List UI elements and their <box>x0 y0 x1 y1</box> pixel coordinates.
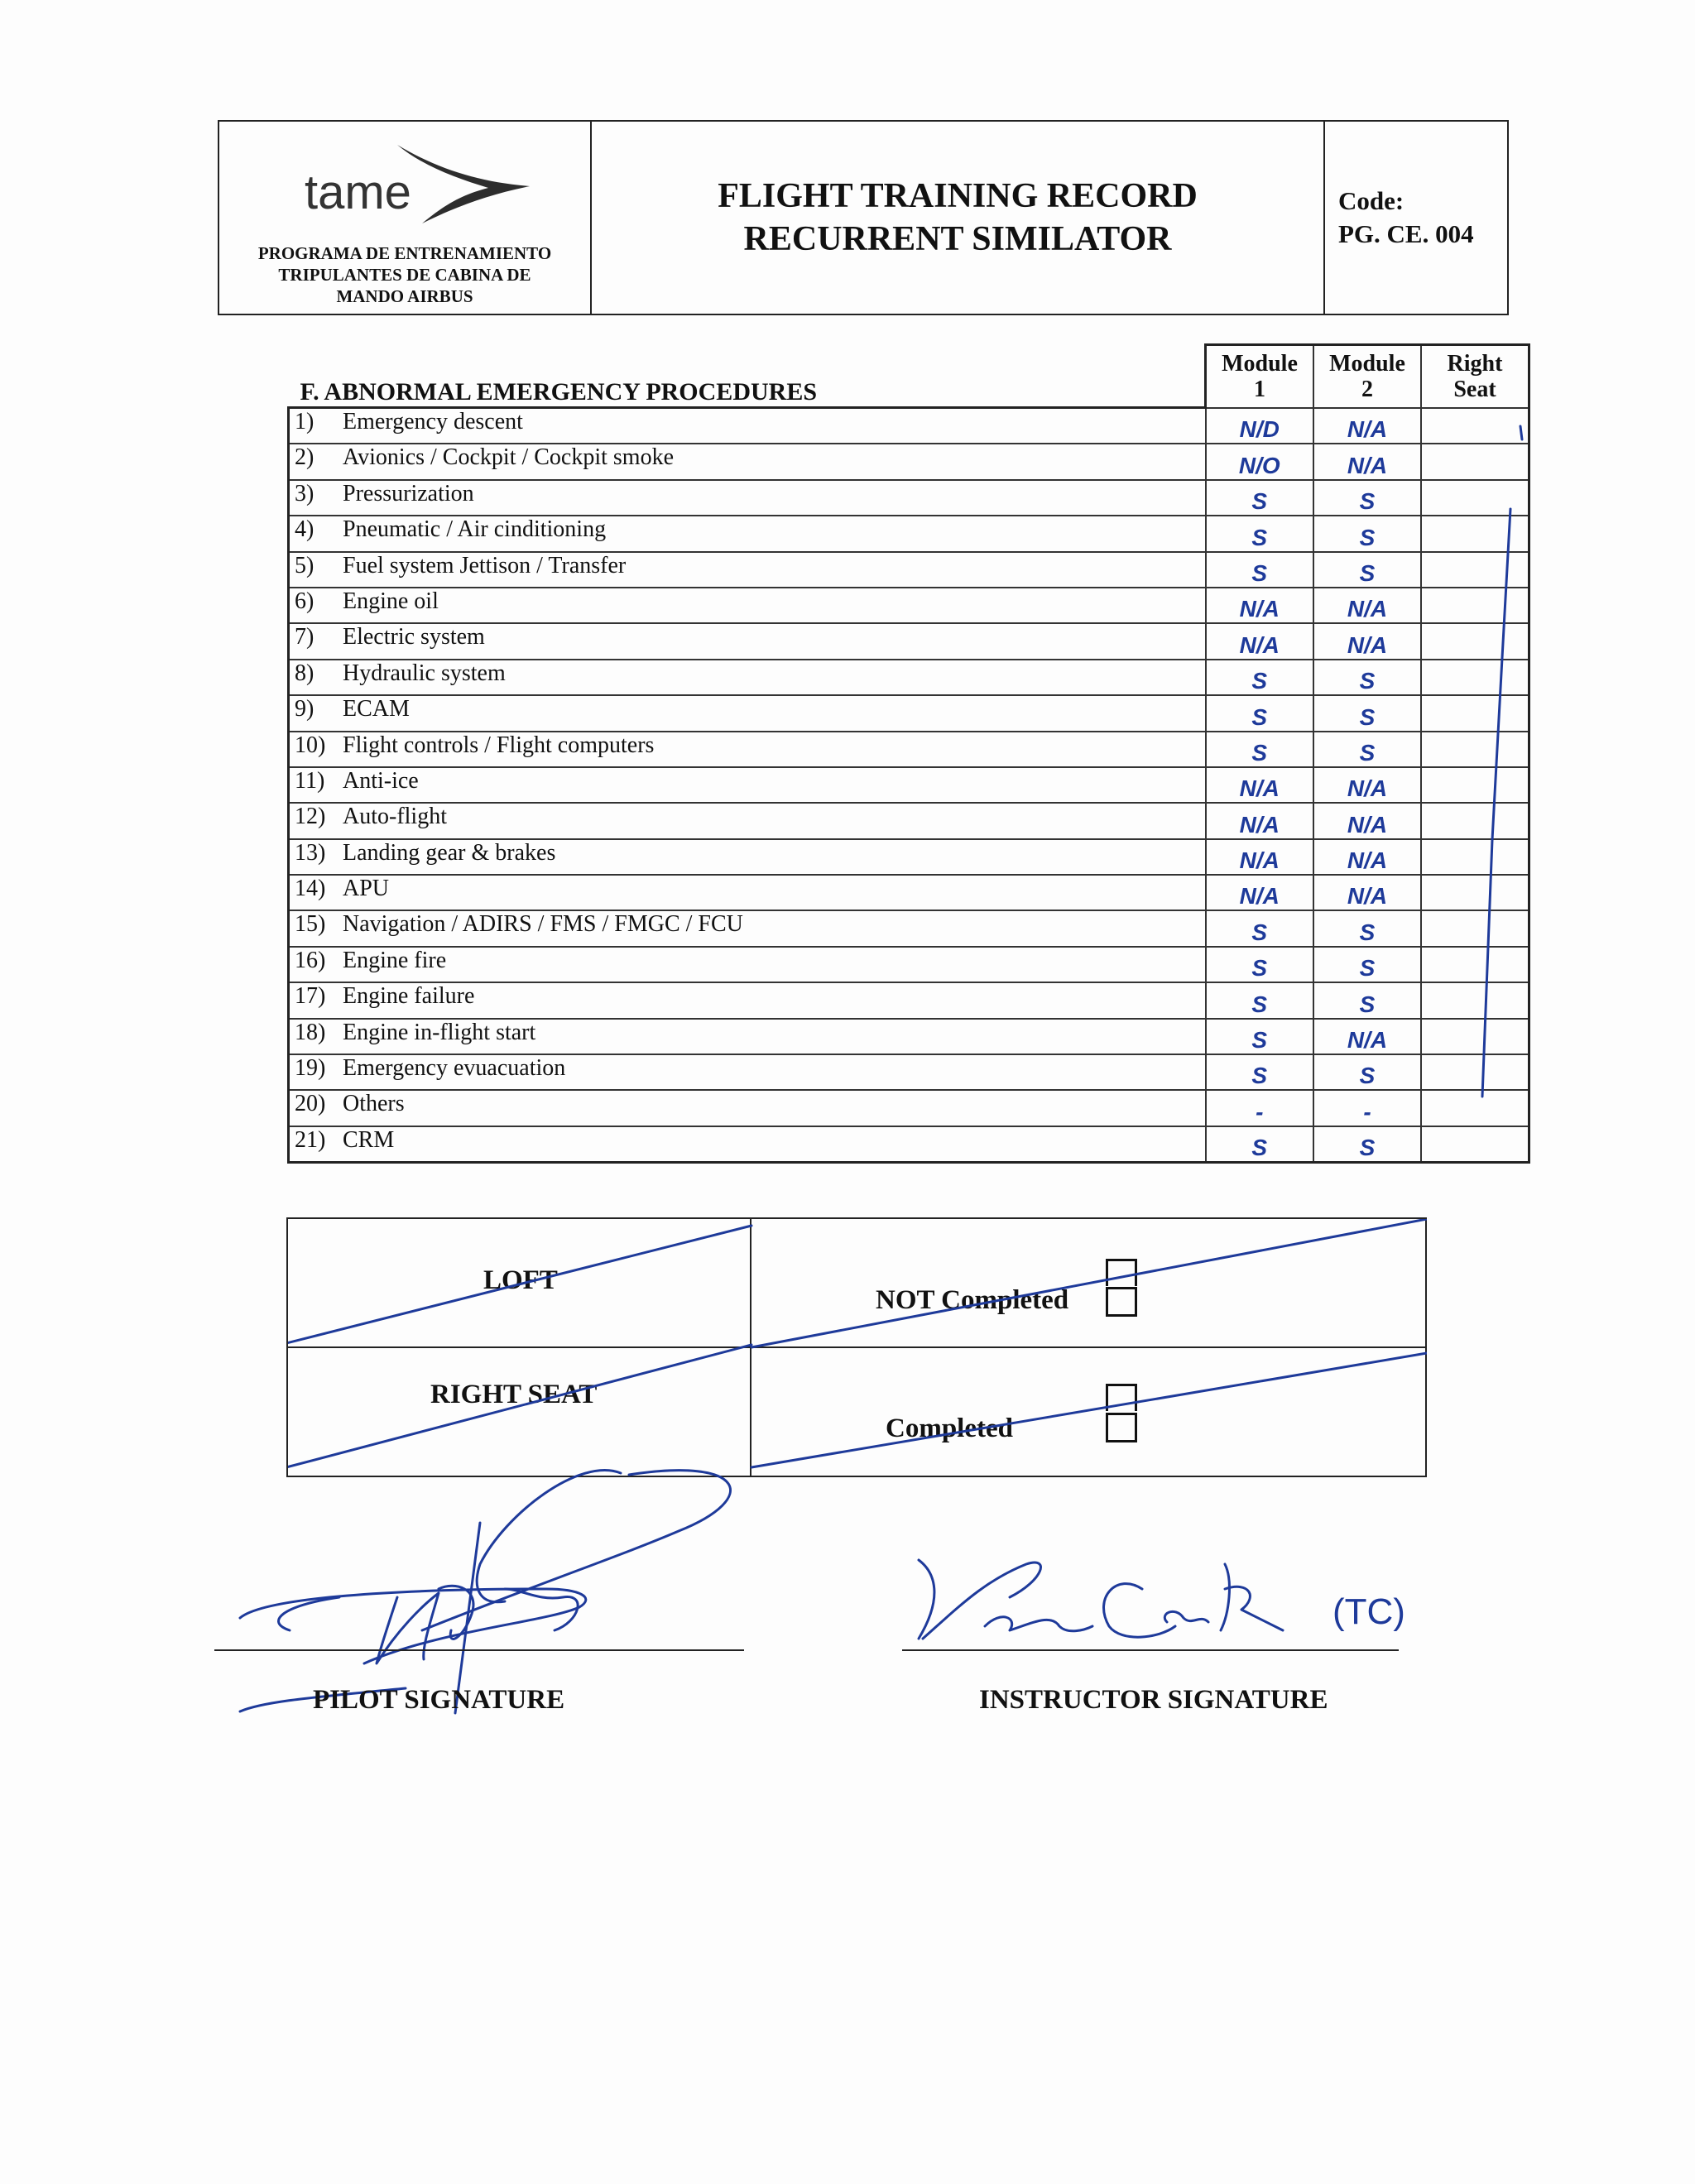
procedure-label: Others <box>343 1091 405 1117</box>
title-cell <box>592 122 1325 314</box>
pilot-signature-line <box>214 1649 744 1651</box>
procedure-label: ECAM <box>343 696 410 722</box>
table-row <box>289 660 1529 695</box>
procedure-number: 19) <box>295 1055 326 1082</box>
form-header <box>218 120 1509 315</box>
module-2-mark: S <box>1313 732 1421 767</box>
module-2-mark: S <box>1313 552 1421 588</box>
pilot-signature-scrawl <box>232 1423 761 1721</box>
module-1-mark: S <box>1206 1126 1314 1163</box>
document-subtitle: RECURRENT SIMILATOR <box>743 220 1172 258</box>
module-1-mark: N/A <box>1206 588 1314 623</box>
module-1-mark: N/A <box>1206 767 1314 803</box>
module-1-mark: N/A <box>1206 839 1314 875</box>
procedure-label: Emergency evuacuation <box>343 1055 566 1082</box>
procedure-label: Pneumatic / Air cinditioning <box>343 516 607 543</box>
col-header-text: 2 <box>1361 376 1373 402</box>
procedure-number: 21) <box>295 1126 326 1153</box>
module-2-mark: N/A <box>1313 1019 1421 1054</box>
module-1-mark: S <box>1206 1054 1314 1090</box>
procedure-cell <box>289 516 1206 551</box>
table-row <box>289 1126 1529 1163</box>
procedure-cell <box>289 480 1206 516</box>
procedure-label: Engine oil <box>343 588 439 614</box>
procedure-label: Engine fire <box>343 947 447 973</box>
code-label: Code: <box>1338 186 1404 215</box>
procedure-cell <box>289 660 1206 695</box>
col-header-text: Seat <box>1453 376 1496 402</box>
col-module-2 <box>1313 345 1421 408</box>
procedure-label: Flight controls / Flight computers <box>343 732 655 758</box>
module-1-mark: S <box>1206 732 1314 767</box>
procedure-number: 16) <box>295 947 326 973</box>
procedure-label: Avionics / Cockpit / Cockpit smoke <box>343 444 675 471</box>
module-1-mark: S <box>1206 1019 1314 1054</box>
instructor-note: (TC) <box>1332 1591 1405 1632</box>
module-2-mark: N/A <box>1313 839 1421 875</box>
module-2-mark: S <box>1313 660 1421 695</box>
completed-label: Completed <box>886 1414 1013 1443</box>
procedure-cell <box>289 1126 1206 1163</box>
procedure-number: 10) <box>295 732 326 758</box>
procedure-label: Navigation / ADIRS / FMS / FMGC / FCU <box>343 911 743 938</box>
col-header-text: Module <box>1222 350 1298 377</box>
procedure-cell <box>289 588 1206 623</box>
table-row <box>289 623 1529 659</box>
module-1-mark: S <box>1206 947 1314 982</box>
procedure-label: Engine failure <box>343 983 475 1010</box>
module-1-mark: N/A <box>1206 803 1314 838</box>
module-2-mark: S <box>1313 695 1421 731</box>
right-seat-pen-line <box>1419 410 1535 1113</box>
table-row <box>289 982 1529 1018</box>
procedure-label: Pressurization <box>343 480 474 506</box>
procedures-table <box>287 343 1530 1164</box>
procedure-cell <box>289 1090 1206 1126</box>
procedure-cell <box>289 444 1206 479</box>
module-1-mark: S <box>1206 552 1314 588</box>
module-2-mark: S <box>1313 947 1421 982</box>
table-row <box>289 732 1529 767</box>
module-2-mark: N/A <box>1313 408 1421 444</box>
table-row <box>289 1090 1529 1126</box>
table-row <box>289 803 1529 838</box>
module-2-mark: N/A <box>1313 444 1421 479</box>
code-value: PG. CE. 004 <box>1338 219 1474 248</box>
program-line: TRIPULANTES DE CABINA DE <box>278 265 531 285</box>
table-row <box>289 695 1529 731</box>
logo-text: tame <box>305 166 411 219</box>
module-1-mark: N/A <box>1206 623 1314 659</box>
logo-cell <box>219 122 592 314</box>
procedure-number: 11) <box>295 767 325 794</box>
module-2-mark: N/A <box>1313 875 1421 910</box>
module-2-mark: N/A <box>1313 803 1421 838</box>
procedure-cell <box>289 552 1206 588</box>
table-row <box>289 516 1529 551</box>
procedure-number: 6) <box>295 588 315 614</box>
table-row <box>289 947 1529 982</box>
module-2-mark: - <box>1313 1090 1421 1126</box>
procedure-number: 18) <box>295 1019 326 1045</box>
module-2-mark: S <box>1313 1054 1421 1090</box>
procedure-label: CRM <box>343 1126 395 1153</box>
procedure-cell <box>289 982 1206 1018</box>
module-1-mark: N/A <box>1206 875 1314 910</box>
procedure-cell <box>289 695 1206 731</box>
module-2-mark: N/A <box>1313 588 1421 623</box>
module-2-mark: S <box>1313 1126 1421 1163</box>
module-1-mark: N/D <box>1206 408 1314 444</box>
module-1-mark: S <box>1206 660 1314 695</box>
table-row <box>289 1054 1529 1090</box>
pilot-signature-label: PILOT SIGNATURE <box>313 1685 565 1715</box>
code-cell <box>1325 122 1507 314</box>
procedure-cell <box>289 767 1206 803</box>
col-header-text: Right <box>1447 350 1503 377</box>
procedure-number: 1) <box>295 409 315 434</box>
program-line: PROGRAMA DE ENTRENAMIENTO <box>257 243 552 263</box>
procedure-number: 5) <box>295 552 315 578</box>
module-2-mark: S <box>1313 516 1421 551</box>
module-1-mark: S <box>1206 695 1314 731</box>
not-completed-label: NOT Completed <box>876 1285 1069 1315</box>
module-2-mark: N/A <box>1313 767 1421 803</box>
tame-swoosh-icon <box>389 137 538 228</box>
procedure-cell <box>289 1019 1206 1054</box>
module-1-mark: S <box>1206 910 1314 946</box>
procedure-number: 9) <box>295 696 315 722</box>
table-row <box>289 839 1529 875</box>
table-row <box>289 408 1529 444</box>
procedure-label: Fuel system Jettison / Transfer <box>343 552 627 578</box>
col-header-text: Module <box>1329 350 1405 377</box>
table-row <box>289 552 1529 588</box>
module-1-mark: - <box>1206 1090 1314 1126</box>
procedure-label: Hydraulic system <box>343 660 506 686</box>
procedure-number: 15) <box>295 911 326 938</box>
col-header-text: 1 <box>1254 376 1265 402</box>
procedure-cell <box>289 732 1206 767</box>
procedure-number: 3) <box>295 480 315 506</box>
section-title: F. ABNORMAL EMERGENCY PROCEDURES <box>289 345 1206 408</box>
procedure-number: 20) <box>295 1091 326 1117</box>
procedure-cell <box>289 803 1206 838</box>
right-seat-label: RIGHT SEAT <box>430 1380 598 1409</box>
procedure-cell <box>289 1054 1206 1090</box>
col-right-seat <box>1421 345 1529 408</box>
loft-label: LOFT <box>483 1265 558 1295</box>
procedure-number: 7) <box>295 624 315 650</box>
procedure-number: 13) <box>295 839 326 866</box>
table-row <box>289 444 1529 479</box>
procedure-number: 2) <box>295 444 315 471</box>
program-name <box>219 242 590 307</box>
procedure-label: Emergency descent <box>343 409 523 434</box>
procedure-number: 4) <box>295 516 315 543</box>
procedure-cell <box>289 947 1206 982</box>
instructor-signature-label: INSTRUCTOR SIGNATURE <box>979 1685 1328 1715</box>
module-1-mark: S <box>1206 480 1314 516</box>
procedure-number: 12) <box>295 804 326 830</box>
table-row <box>289 588 1529 623</box>
module-2-mark: S <box>1313 480 1421 516</box>
program-line: MANDO AIRBUS <box>336 286 473 306</box>
procedure-number: 8) <box>295 660 315 686</box>
col-module-1 <box>1206 345 1314 408</box>
document-title: FLIGHT TRAINING RECORD <box>718 177 1198 215</box>
procedure-cell <box>289 623 1206 659</box>
module-2-mark: S <box>1313 910 1421 946</box>
procedure-number: 14) <box>295 876 326 902</box>
table-row <box>289 480 1529 516</box>
procedure-label: Anti-ice <box>343 767 419 794</box>
procedure-number: 17) <box>295 983 326 1010</box>
procedure-cell <box>289 408 1206 444</box>
procedure-label: Landing gear & brakes <box>343 839 556 866</box>
module-2-mark: N/A <box>1313 623 1421 659</box>
module-1-mark: S <box>1206 982 1314 1018</box>
module-1-mark: N/O <box>1206 444 1314 479</box>
instructor-signature-scrawl <box>894 1548 1324 1655</box>
right-seat-cell <box>1421 1126 1529 1163</box>
module-2-mark: S <box>1313 982 1421 1018</box>
procedure-label: APU <box>343 876 390 902</box>
module-1-mark: S <box>1206 516 1314 551</box>
table-row <box>289 910 1529 946</box>
table-row <box>289 767 1529 803</box>
procedure-label: Auto-flight <box>343 804 447 830</box>
procedure-cell <box>289 839 1206 875</box>
instructor-signature-line <box>902 1649 1399 1651</box>
procedure-cell <box>289 910 1206 946</box>
table-row <box>289 875 1529 910</box>
procedure-label: Electric system <box>343 624 485 650</box>
procedure-label: Engine in-flight start <box>343 1019 536 1045</box>
table-row <box>289 1019 1529 1054</box>
procedure-cell <box>289 875 1206 910</box>
